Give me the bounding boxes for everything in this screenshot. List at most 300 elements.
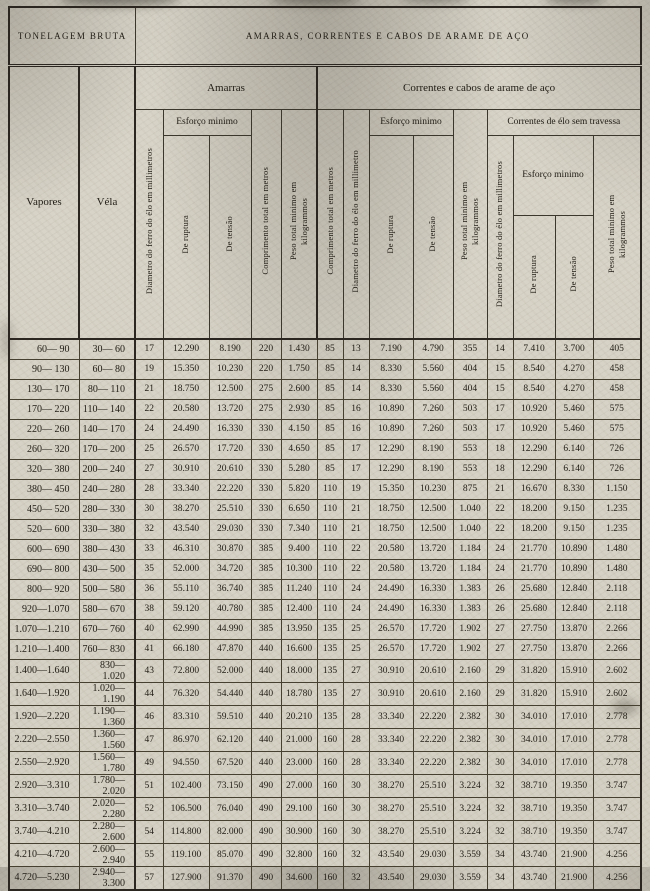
header-esforco-minimo-amarras: Esforço minimo [163,109,251,135]
amarras-diametro-cell: 24 [135,419,163,439]
correntes-peso-cell: 3.224 [453,820,487,843]
travessa-diametro-cell: 22 [487,499,513,519]
correntes-tensao-cell: 29.030 [413,866,453,890]
correntes-peso-cell: 1.184 [453,559,487,579]
travessa-ruptura-cell: 10.920 [513,419,555,439]
amarras-ruptura-cell: 33.340 [163,479,209,499]
amarras-tensao-cell: 47.870 [209,639,251,659]
amarras-comprimento-cell: 385 [251,619,281,639]
vapores-range-cell: 1.640—1.920 [9,682,79,705]
amarras-ruptura-cell: 119.100 [163,843,209,866]
amarras-diametro-cell: 36 [135,579,163,599]
correntes-tensao-cell: 16.330 [413,599,453,619]
vapores-range-cell: 260— 320 [9,439,79,459]
correntes-diametro-cell: 25 [343,619,369,639]
amarras-diametro-cell: 46 [135,705,163,728]
header-comprimento-correntes [317,109,343,339]
amarras-tensao-cell: 29.030 [209,519,251,539]
travessa-peso-cell: 2.118 [593,579,641,599]
amarras-comprimento-cell: 490 [251,820,281,843]
correntes-comprimento-cell: 160 [317,751,343,774]
vapores-range-cell: 3.740—4.210 [9,820,79,843]
travessa-ruptura-cell: 31.820 [513,682,555,705]
correntes-peso-cell: 1.040 [453,519,487,539]
amarras-comprimento-cell: 440 [251,639,281,659]
vela-range-cell: 430— 500 [79,559,135,579]
amarras-diametro-cell: 30 [135,499,163,519]
vapores-range-cell: 520— 600 [9,519,79,539]
amarras-diametro-cell: 27 [135,459,163,479]
correntes-tensao-cell: 8.190 [413,439,453,459]
travessa-peso-cell: 575 [593,399,641,419]
vela-range-cell: 830—1.020 [79,659,135,682]
header-esforco-minimo-correntes: Esforço minimo [369,109,453,135]
travessa-tensao-cell: 8.330 [555,479,593,499]
correntes-comprimento-cell: 85 [317,439,343,459]
amarras-peso-cell: 5.820 [281,479,317,499]
amarras-comprimento-cell: 220 [251,339,281,359]
correntes-comprimento-cell: 110 [317,499,343,519]
amarras-peso-cell: 18.780 [281,682,317,705]
travessa-peso-cell: 458 [593,379,641,399]
amarras-peso-cell: 13.950 [281,619,317,639]
correntes-peso-cell: 2.382 [453,728,487,751]
vela-range-cell: 380— 430 [79,539,135,559]
amarras-peso-cell: 10.300 [281,559,317,579]
travessa-diametro-cell: 17 [487,399,513,419]
amarras-comprimento-cell: 440 [251,728,281,751]
travessa-ruptura-cell: 25.680 [513,599,555,619]
travessa-tensao-cell: 19.350 [555,774,593,797]
correntes-peso-cell: 1.902 [453,639,487,659]
amarras-ruptura-cell: 127.900 [163,866,209,890]
amarras-diametro-cell: 52 [135,797,163,820]
vapores-range-cell: 4.210—4.720 [9,843,79,866]
amarras-tensao-cell: 20.610 [209,459,251,479]
amarras-peso-cell: 11.240 [281,579,317,599]
amarras-tensao-cell: 62.120 [209,728,251,751]
travessa-tensao-cell: 12.840 [555,599,593,619]
travessa-peso-cell: 3.747 [593,774,641,797]
amarras-peso-cell: 20.210 [281,705,317,728]
travessa-tensao-cell: 5.460 [555,419,593,439]
scan-artifact [270,0,360,4]
amarras-tensao-cell: 25.510 [209,499,251,519]
vapores-range-cell: 920—1.070 [9,599,79,619]
amarras-peso-cell: 4.650 [281,439,317,459]
travessa-tensao-cell: 6.140 [555,439,593,459]
table-row [9,774,641,797]
correntes-comprimento-cell: 85 [317,359,343,379]
travessa-diametro-cell: 30 [487,705,513,728]
vapores-range-cell: 1.210—1.400 [9,639,79,659]
peso-travessa-label: Peso total minimo em kilogrammos [605,195,627,274]
amarras-ruptura-cell: 59.120 [163,599,209,619]
amarras-peso-cell: 1.750 [281,359,317,379]
amarras-comprimento-cell: 490 [251,797,281,820]
amarras-peso-cell: 2.600 [281,379,317,399]
correntes-ruptura-cell: 24.490 [369,579,413,599]
correntes-diametro-cell: 21 [343,519,369,539]
travessa-diametro-cell: 30 [487,751,513,774]
correntes-ruptura-cell: 20.580 [369,559,413,579]
table-row [9,682,641,705]
table-row [9,639,641,659]
vapores-range-cell: 2.920—3.310 [9,774,79,797]
correntes-comprimento-cell: 160 [317,820,343,843]
amarras-ruptura-cell: 20.580 [163,399,209,419]
amarras-tensao-cell: 76.040 [209,797,251,820]
table-row [9,705,641,728]
travessa-ruptura-cell: 38.710 [513,774,555,797]
travessa-tensao-cell: 6.140 [555,459,593,479]
amarras-diametro-cell: 57 [135,866,163,890]
vela-range-cell: 1.020—1.190 [79,682,135,705]
amarras-ruptura-cell: 102.400 [163,774,209,797]
amarras-tensao-cell: 67.520 [209,751,251,774]
travessa-diametro-cell: 15 [487,359,513,379]
amarras-diametro-cell: 33 [135,539,163,559]
amarras-ruptura-cell: 30.910 [163,459,209,479]
table-row [9,599,641,619]
vela-range-cell: 60— 80 [79,359,135,379]
table-row [9,519,641,539]
vela-range-cell: 2.020—2.280 [79,797,135,820]
correntes-diametro-cell: 32 [343,843,369,866]
correntes-diametro-cell: 22 [343,559,369,579]
header-diametro-amarras [135,109,163,339]
travessa-ruptura-cell: 27.750 [513,619,555,639]
comprimento-correntes-label: Comprimento total em metros [324,167,335,276]
amarras-ruptura-cell: 94.550 [163,751,209,774]
correntes-tensao-cell: 20.610 [413,659,453,682]
amarras-tensao-cell: 73.150 [209,774,251,797]
amarras-peso-cell: 12.400 [281,599,317,619]
table-row [9,439,641,459]
travessa-tensao-cell: 17.010 [555,705,593,728]
header-amarras-correntes-cabos: AMARRAS, CORRENTES E CABOS DE ARAME DE AÇO [135,7,641,65]
correntes-diametro-cell: 22 [343,539,369,559]
vapores-range-cell: 130— 170 [9,379,79,399]
table-row [9,797,641,820]
amarras-diametro-cell: 17 [135,339,163,359]
correntes-tensao-cell: 16.330 [413,579,453,599]
de-tensao-correntes-label: De tensão [427,216,438,253]
vela-range-cell: 580— 670 [79,599,135,619]
travessa-peso-cell: 4.256 [593,866,641,890]
amarras-peso-cell: 30.900 [281,820,317,843]
header-group-correntes: Correntes e cabos de arame de aço [317,65,641,109]
vela-range-cell: 1.360—1.560 [79,728,135,751]
amarras-peso-cell: 16.600 [281,639,317,659]
correntes-peso-cell: 2.160 [453,682,487,705]
vela-range-cell: 2.600—2.940 [79,843,135,866]
amarras-ruptura-cell: 62.990 [163,619,209,639]
correntes-tensao-cell: 20.610 [413,682,453,705]
table-row [9,559,641,579]
correntes-ruptura-cell: 12.290 [369,459,413,479]
correntes-diametro-cell: 32 [343,866,369,890]
travessa-tensao-cell: 19.350 [555,820,593,843]
vela-range-cell: 1.560—1.780 [79,751,135,774]
amarras-tensao-cell: 34.720 [209,559,251,579]
correntes-tensao-cell: 5.560 [413,359,453,379]
travessa-peso-cell: 405 [593,339,641,359]
amarras-peso-cell: 7.340 [281,519,317,539]
correntes-tensao-cell: 17.720 [413,619,453,639]
amarras-comprimento-cell: 490 [251,774,281,797]
correntes-comprimento-cell: 160 [317,728,343,751]
travessa-diametro-cell: 24 [487,539,513,559]
vapores-range-cell: 170— 220 [9,399,79,419]
correntes-comprimento-cell: 135 [317,682,343,705]
travessa-tensao-cell: 10.890 [555,559,593,579]
travessa-ruptura-cell: 16.670 [513,479,555,499]
amarras-tensao-cell: 85.070 [209,843,251,866]
correntes-peso-cell: 1.184 [453,539,487,559]
header-comprimento-amarras [251,109,281,339]
travessa-tensao-cell: 13.870 [555,639,593,659]
header-de-tensao-amarras [209,135,251,339]
amarras-ruptura-cell: 106.500 [163,797,209,820]
travessa-ruptura-cell: 10.920 [513,399,555,419]
amarras-comprimento-cell: 330 [251,459,281,479]
table-row [9,379,641,399]
correntes-comprimento-cell: 110 [317,579,343,599]
tonnage-rigging-table [8,6,642,891]
vela-range-cell: 1.190—1.360 [79,705,135,728]
travessa-diametro-cell: 15 [487,379,513,399]
diametro-amarras-label: Diametro do ferro do élo em millimetros [143,148,154,295]
amarras-tensao-cell: 36.740 [209,579,251,599]
table-row [9,843,641,866]
correntes-ruptura-cell: 38.270 [369,774,413,797]
correntes-tensao-cell: 25.510 [413,797,453,820]
correntes-comprimento-cell: 135 [317,705,343,728]
amarras-ruptura-cell: 24.490 [163,419,209,439]
amarras-comprimento-cell: 440 [251,659,281,682]
travessa-diametro-cell: 29 [487,682,513,705]
vapores-range-cell: 2.220—2.550 [9,728,79,751]
correntes-peso-cell: 3.224 [453,797,487,820]
travessa-diametro-cell: 21 [487,479,513,499]
vela-range-cell: 2.280—2.600 [79,820,135,843]
header-diametro-correntes [343,109,369,339]
correntes-diametro-cell: 13 [343,339,369,359]
correntes-peso-cell: 404 [453,379,487,399]
correntes-peso-cell: 2.382 [453,705,487,728]
amarras-peso-cell: 5.280 [281,459,317,479]
travessa-diametro-cell: 17 [487,419,513,439]
correntes-diametro-cell: 30 [343,797,369,820]
vapores-range-cell: 3.310—3.740 [9,797,79,820]
amarras-comprimento-cell: 385 [251,539,281,559]
table-row [9,659,641,682]
vela-range-cell: 240— 280 [79,479,135,499]
amarras-ruptura-cell: 72.800 [163,659,209,682]
amarras-tensao-cell: 10.230 [209,359,251,379]
travessa-tensao-cell: 21.900 [555,866,593,890]
correntes-ruptura-cell: 30.910 [369,659,413,682]
amarras-peso-cell: 29.100 [281,797,317,820]
amarras-ruptura-cell: 46.310 [163,539,209,559]
correntes-peso-cell: 503 [453,399,487,419]
header-de-tensao-correntes [413,135,453,339]
amarras-ruptura-cell: 18.750 [163,379,209,399]
travessa-diametro-cell: 24 [487,559,513,579]
correntes-peso-cell: 503 [453,419,487,439]
correntes-tensao-cell: 12.500 [413,519,453,539]
travessa-tensao-cell: 3.700 [555,339,593,359]
travessa-tensao-cell: 21.900 [555,843,593,866]
amarras-ruptura-cell: 114.800 [163,820,209,843]
travessa-tensao-cell: 13.870 [555,619,593,639]
travessa-tensao-cell: 12.840 [555,579,593,599]
amarras-ruptura-cell: 52.000 [163,559,209,579]
amarras-ruptura-cell: 55.110 [163,579,209,599]
amarras-ruptura-cell: 38.270 [163,499,209,519]
travessa-diametro-cell: 18 [487,439,513,459]
correntes-ruptura-cell: 33.340 [369,705,413,728]
correntes-peso-cell: 404 [453,359,487,379]
amarras-comprimento-cell: 385 [251,579,281,599]
correntes-tensao-cell: 7.260 [413,399,453,419]
travessa-peso-cell: 575 [593,419,641,439]
correntes-diametro-cell: 24 [343,599,369,619]
travessa-tensao-cell: 10.890 [555,539,593,559]
correntes-ruptura-cell: 33.340 [369,728,413,751]
correntes-tensao-cell: 17.720 [413,639,453,659]
table-row [9,419,641,439]
correntes-tensao-cell: 13.720 [413,539,453,559]
travessa-peso-cell: 2.118 [593,599,641,619]
correntes-diametro-cell: 21 [343,499,369,519]
vapores-range-cell: 220— 260 [9,419,79,439]
amarras-diametro-cell: 54 [135,820,163,843]
travessa-ruptura-cell: 34.010 [513,751,555,774]
amarras-comprimento-cell: 490 [251,866,281,890]
vapores-range-cell: 690— 800 [9,559,79,579]
table-row [9,499,641,519]
vapores-range-cell: 2.550—2.920 [9,751,79,774]
de-ruptura-correntes-label: De ruptura [385,214,396,254]
amarras-peso-cell: 9.400 [281,539,317,559]
amarras-diametro-cell: 49 [135,751,163,774]
travessa-diametro-cell: 30 [487,728,513,751]
travessa-ruptura-cell: 18.200 [513,499,555,519]
travessa-tensao-cell: 4.270 [555,359,593,379]
vela-range-cell: 170— 200 [79,439,135,459]
correntes-ruptura-cell: 18.750 [369,519,413,539]
correntes-peso-cell: 875 [453,479,487,499]
correntes-peso-cell: 2.160 [453,659,487,682]
correntes-tensao-cell: 10.230 [413,479,453,499]
amarras-tensao-cell: 82.000 [209,820,251,843]
amarras-diametro-cell: 55 [135,843,163,866]
correntes-diametro-cell: 14 [343,379,369,399]
amarras-peso-cell: 18.000 [281,659,317,682]
amarras-tensao-cell: 22.220 [209,479,251,499]
correntes-ruptura-cell: 43.540 [369,843,413,866]
correntes-peso-cell: 3.224 [453,774,487,797]
correntes-diametro-cell: 30 [343,774,369,797]
vela-range-cell: 30— 60 [79,339,135,359]
travessa-peso-cell: 2.602 [593,659,641,682]
correntes-diametro-cell: 16 [343,399,369,419]
travessa-ruptura-cell: 8.540 [513,359,555,379]
table-body [9,339,641,890]
travessa-peso-cell: 1.235 [593,499,641,519]
correntes-comprimento-cell: 160 [317,774,343,797]
correntes-ruptura-cell: 12.290 [369,439,413,459]
correntes-ruptura-cell: 38.270 [369,797,413,820]
amarras-peso-cell: 4.150 [281,419,317,439]
travessa-peso-cell: 1.480 [593,559,641,579]
travessa-tensao-cell: 15.910 [555,659,593,682]
amarras-tensao-cell: 12.500 [209,379,251,399]
travessa-peso-cell: 2.266 [593,619,641,639]
travessa-diametro-cell: 27 [487,639,513,659]
amarras-comprimento-cell: 275 [251,399,281,419]
correntes-comprimento-cell: 135 [317,619,343,639]
vela-range-cell: 1.780—2.020 [79,774,135,797]
travessa-ruptura-cell: 34.010 [513,728,555,751]
correntes-ruptura-cell: 20.580 [369,539,413,559]
header-vela: Véla [79,65,135,339]
travessa-peso-cell: 726 [593,439,641,459]
header-vapores: Vapores [9,65,79,339]
amarras-comprimento-cell: 220 [251,359,281,379]
travessa-tensao-cell: 17.010 [555,728,593,751]
amarras-comprimento-cell: 440 [251,751,281,774]
table-row [9,619,641,639]
correntes-diametro-cell: 27 [343,682,369,705]
amarras-tensao-cell: 8.190 [209,339,251,359]
amarras-comprimento-cell: 385 [251,599,281,619]
correntes-diametro-cell: 17 [343,439,369,459]
correntes-peso-cell: 1.383 [453,599,487,619]
vela-range-cell: 140— 170 [79,419,135,439]
vela-range-cell: 760— 830 [79,639,135,659]
vapores-range-cell: 60— 90 [9,339,79,359]
amarras-ruptura-cell: 12.290 [163,339,209,359]
correntes-comprimento-cell: 110 [317,599,343,619]
travessa-ruptura-cell: 12.290 [513,459,555,479]
amarras-diametro-cell: 38 [135,599,163,619]
travessa-tensao-cell: 5.460 [555,399,593,419]
travessa-peso-cell: 1.235 [593,519,641,539]
correntes-diametro-cell: 30 [343,820,369,843]
correntes-diametro-cell: 25 [343,639,369,659]
travessa-diametro-cell: 22 [487,519,513,539]
correntes-ruptura-cell: 7.190 [369,339,413,359]
vapores-range-cell: 320— 380 [9,459,79,479]
header-group-travessa: Correntes de élo sem travessa [487,109,641,135]
correntes-diametro-cell: 28 [343,728,369,751]
travessa-diametro-cell: 32 [487,797,513,820]
amarras-ruptura-cell: 66.180 [163,639,209,659]
amarras-tensao-cell: 30.870 [209,539,251,559]
travessa-ruptura-cell: 7.410 [513,339,555,359]
correntes-tensao-cell: 8.190 [413,459,453,479]
correntes-comprimento-cell: 160 [317,797,343,820]
travessa-peso-cell: 726 [593,459,641,479]
amarras-diametro-cell: 22 [135,399,163,419]
correntes-ruptura-cell: 33.340 [369,751,413,774]
travessa-diametro-cell: 27 [487,619,513,639]
vapores-range-cell: 1.920—2.220 [9,705,79,728]
header-tonelagem-bruta: TONELAGEM BRUTA [9,7,135,65]
